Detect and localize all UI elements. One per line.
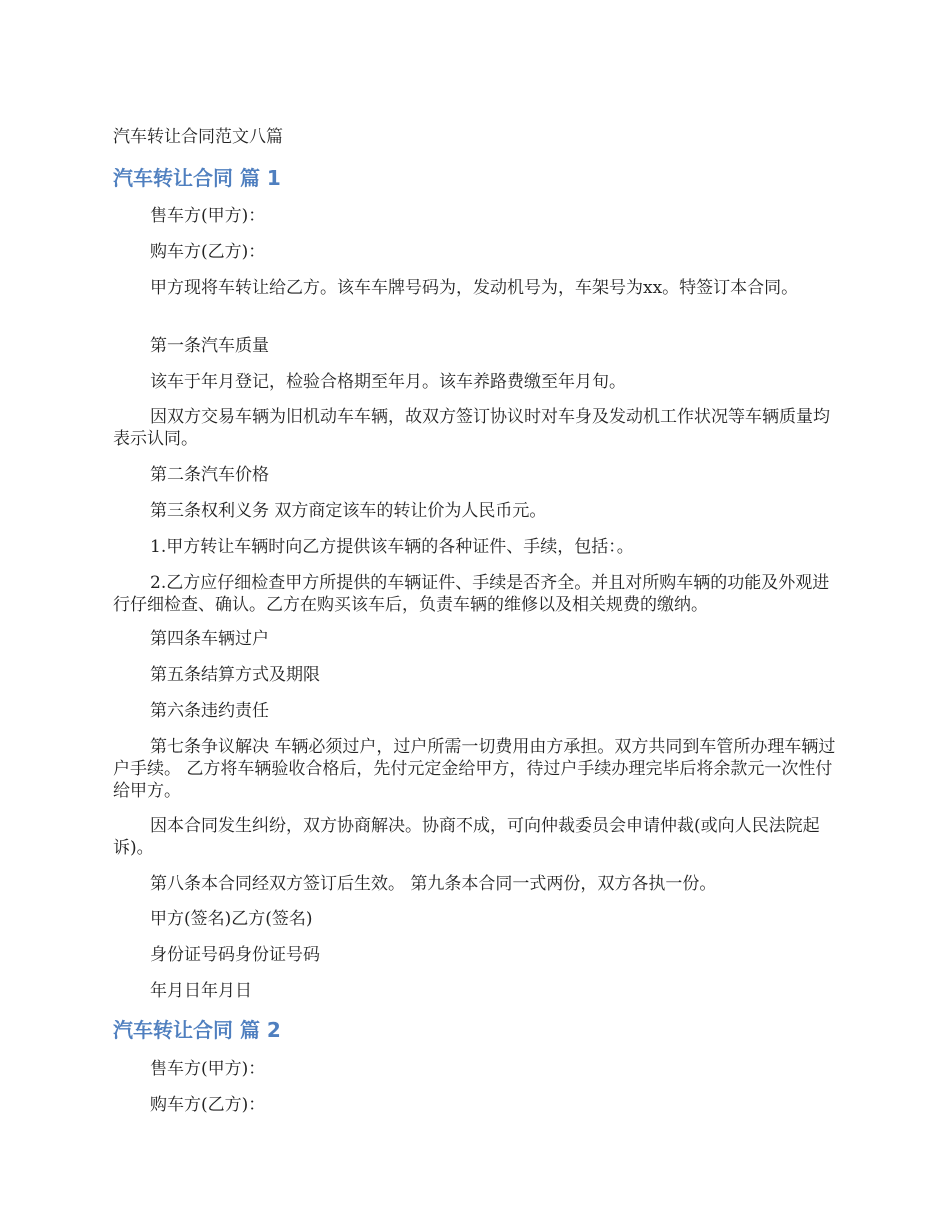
paragraph: 第四条车辆过户 <box>150 629 269 649</box>
paragraph: 因本合同发生纠纷，双方协商解决。协商不成，可向仲裁委员会申请仲裁(或向人民法院起诉)。 <box>113 816 820 858</box>
paragraph: 售车方(甲方)： <box>150 206 266 226</box>
section-heading-1: 汽车转让合同 篇 1 <box>113 166 281 190</box>
paragraph: 第一条汽车质量 <box>150 336 269 356</box>
paragraph: 因双方交易车辆为旧机动车车辆，故双方签订协议时对车身及发动机工作状况等车辆质量均表示认同。 <box>113 407 830 449</box>
paragraph: 第六条违约责任 <box>150 701 269 721</box>
paragraph: 1.甲方转让车辆时向乙方提供该车辆的各种证件、手续，包括：。 <box>150 537 634 557</box>
paragraph: 甲方现将车转让给乙方。该车车牌号码为，发动机号为，车架号为xx。特签订本合同。 <box>150 278 799 298</box>
paragraph: 第七条争议解决 车辆必须过户，过户所需一切费用由方承担。双方共同到车管所办理车辆过户手续。 乙方将车辆验收合格后，先付元定金给甲方，待过户手续办理完毕后将余款元一次性付给甲方。 <box>113 737 836 801</box>
paragraph: 年月日年月日 <box>150 981 252 1001</box>
paragraph: 身份证号码身份证号码 <box>150 945 320 965</box>
paragraph: 第三条权利义务 双方商定该车的转让价为人民币元。 <box>150 501 547 521</box>
paragraph: 购车方(乙方)： <box>150 1095 266 1115</box>
paragraph: 第五条结算方式及期限 <box>150 665 320 685</box>
paragraph: 2.乙方应仔细检查甲方所提供的车辆证件、手续是否齐全。并且对所购车辆的功能及外观进行仔细检查、确认。乙方在购买该车后，负责车辆的维修以及相关规费的缴纳。 <box>113 573 830 615</box>
paragraph: 购车方(乙方)： <box>150 242 266 262</box>
paragraph: 第二条汽车价格 <box>150 465 269 485</box>
paragraph: 该车于年月登记，检验合格期至年月。该车养路费缴至年月旬。 <box>150 372 626 392</box>
section-heading-2: 汽车转让合同 篇 2 <box>113 1018 281 1042</box>
paragraph: 第八条本合同经双方签订后生效。 第九条本合同一式两份，双方各执一份。 <box>150 874 717 894</box>
paragraph: 售车方(甲方)： <box>150 1059 266 1079</box>
document-title: 汽车转让合同范文八篇 <box>113 127 283 147</box>
paragraph: 甲方(签名)乙方(签名) <box>150 909 313 929</box>
